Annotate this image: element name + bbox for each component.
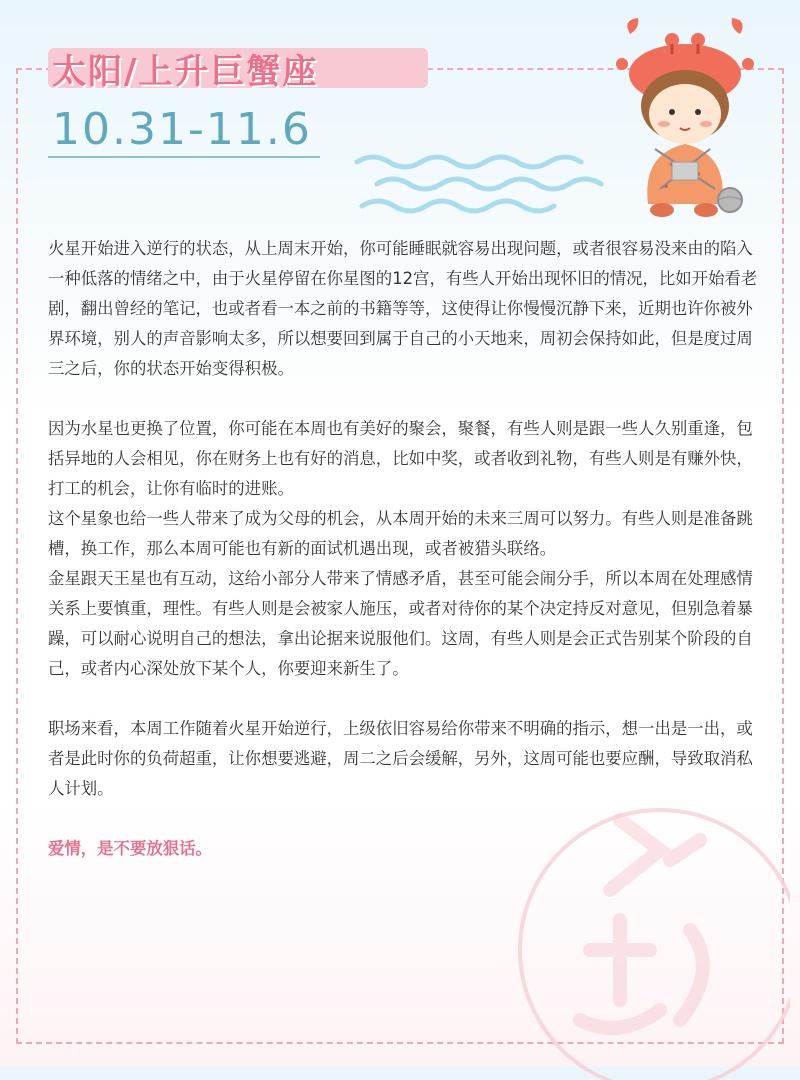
paragraph-parents: 这个星象也给一些人带来了成为父母的机会，从本周开始的未来三周可以努力。有些人则是准备跳槽，换工作，那么本周可能也有新的面试机遇出现，或者被猎头联络。 xyxy=(48,509,753,558)
paragraph-mars-retrograde: 火星开始进入逆行的状态，从上周末开始，你可能睡眠就容易出现问题，或者很容易没来由的陷入一种低落的情绪之中，由于火星停留在你星图的12宫，有些人开始出现怀旧的情况，比如开始看老剧，翻出曾经的笔记，也或者看一本之前的书籍等等，这使得让你慢慢沉静下来，近期也许你被外界环境，别人的声音影响太多，所以想要回到属于自己的小天地来，周初会保持如此，但是度过周三之后，你的状态开始变得积极。 xyxy=(48,239,758,378)
page-title: 太阳/上升巨蟹座 xyxy=(52,52,319,92)
crab-kid-illustration xyxy=(600,14,770,224)
paragraph-mercury: 因为水星也更换了位置，你可能在本周也有美好的聚会，聚餐，有些人则是跟一些人久别重逢，包括异地的人会相见，你在财务上也有好的消息，比如中奖，或者收到礼物，有些人则是有赚外快，打工的机会，让你有临时的进账。 xyxy=(48,419,753,498)
paragraph-career: 职场来看，本周工作随着火星开始逆行，上级依旧容易给你带来不明确的指示，想一出是一出，或者是此时你的负荷超重，让你想要逃避，周二之后会缓解，另外，这周可能也要应酬，导致取消私人计划。 xyxy=(48,719,753,798)
article-body xyxy=(48,234,760,864)
paragraph-venus-uranus: 金星跟天王星也有互动，这给小部分人带来了情感矛盾，甚至可能会闹分手，所以本周在处理感情关系上要慎重，理性。有些人则是会被家人施压，或者对待你的某个决定持反对意见，但别急着暴躁，可以耐心说明自己的想法，拿出论据来说服他们。这周，有些人则是会正式告别某个阶段的自己，或者内心深处放下某个人，你要迎来新生了。 xyxy=(48,569,753,678)
date-underline xyxy=(48,156,320,158)
wave-decoration xyxy=(352,150,612,230)
date-range: 10.31-11.6 xyxy=(52,104,312,155)
love-line: 爱情，是不要放狠话。 xyxy=(48,839,212,858)
